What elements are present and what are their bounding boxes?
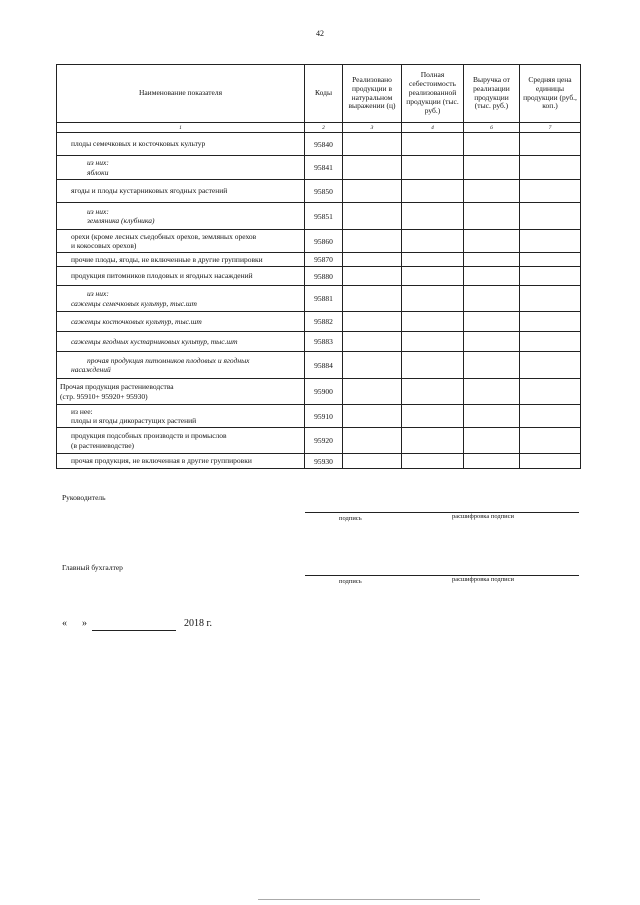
column-number: 7 — [520, 123, 581, 133]
row-code: 95930 — [305, 454, 343, 469]
data-cell[interactable] — [520, 332, 581, 352]
head-decoding-caption: расшифровка подписи — [452, 513, 515, 520]
data-cell[interactable] — [520, 379, 581, 405]
data-cell[interactable] — [464, 352, 520, 379]
data-cell[interactable] — [520, 267, 581, 286]
data-cell[interactable] — [343, 253, 402, 267]
data-cell[interactable] — [402, 156, 464, 180]
date-open-quote: « — [62, 618, 67, 629]
table-row — [57, 454, 581, 469]
data-cell[interactable] — [464, 405, 520, 428]
data-cell[interactable] — [402, 253, 464, 267]
row-name: из них: земляника (клубника) — [57, 203, 305, 230]
table-row — [57, 428, 581, 454]
row-name: прочая продукция, не включенная в другие группировки — [57, 454, 305, 469]
data-cell[interactable] — [402, 379, 464, 405]
data-cell[interactable] — [464, 312, 520, 332]
row-name: плоды семечковых и косточковых культур — [57, 133, 305, 156]
data-cell[interactable] — [343, 203, 402, 230]
row-code: 95840 — [305, 133, 343, 156]
data-cell[interactable] — [402, 428, 464, 454]
data-cell[interactable] — [402, 230, 464, 253]
date-blank-line[interactable] — [92, 630, 176, 631]
data-cell[interactable] — [520, 133, 581, 156]
row-code: 95900 — [305, 379, 343, 405]
row-code: 95870 — [305, 253, 343, 267]
row-code: 95884 — [305, 352, 343, 379]
column-number: 6 — [464, 123, 520, 133]
table-row — [57, 332, 581, 352]
accountant-label: Главный бухгалтер — [62, 563, 123, 572]
data-cell[interactable] — [343, 267, 402, 286]
column-number: 2 — [305, 123, 343, 133]
data-cell[interactable] — [402, 267, 464, 286]
data-cell[interactable] — [402, 312, 464, 332]
row-name: орехи (кроме лесных съедобных орехов, земляных орехов и кокосовых орехов) — [57, 230, 305, 253]
row-code: 95851 — [305, 203, 343, 230]
data-cell[interactable] — [520, 180, 581, 203]
header-revenue: Выручка от реализации продукции (тыс. руб.) — [464, 65, 520, 123]
data-cell[interactable] — [402, 133, 464, 156]
row-name: из нее: плоды и ягоды дикорастущих растений — [57, 405, 305, 428]
header-name: Наименование показателя — [57, 65, 305, 123]
table-row — [57, 312, 581, 332]
data-cell[interactable] — [343, 405, 402, 428]
data-cell[interactable] — [402, 454, 464, 469]
row-name: саженцы косточковых культур, тыс.шт — [57, 312, 305, 332]
data-cell[interactable] — [464, 180, 520, 203]
data-cell[interactable] — [343, 133, 402, 156]
scan-edge-line — [258, 899, 480, 900]
row-name: прочая продукция питомников плодовых и ягодных насаждений — [57, 352, 305, 379]
row-name: саженцы ягодных кустарниковых культур, тыс.шт — [57, 332, 305, 352]
data-cell[interactable] — [343, 454, 402, 469]
data-cell[interactable] — [464, 253, 520, 267]
data-cell[interactable] — [402, 332, 464, 352]
data-cell[interactable] — [520, 454, 581, 469]
column-numbers-row — [57, 123, 581, 133]
head-label: Руководитель — [62, 493, 106, 502]
data-cell[interactable] — [343, 312, 402, 332]
column-number: 4 — [402, 123, 464, 133]
row-name: продукция питомников плодовых и ягодных насаждений — [57, 267, 305, 286]
data-cell[interactable] — [520, 156, 581, 180]
row-code: 95881 — [305, 286, 343, 312]
row-name: ягоды и плоды кустарниковых ягодных растений — [57, 180, 305, 203]
report-table — [56, 64, 581, 469]
data-cell[interactable] — [402, 180, 464, 203]
data-cell[interactable] — [464, 230, 520, 253]
header-average-price: Средняя цена единицы продукции (руб., коп.) — [520, 65, 581, 123]
row-code: 95882 — [305, 312, 343, 332]
accountant-signature-caption: подпись — [339, 578, 362, 585]
data-cell[interactable] — [343, 230, 402, 253]
accountant-decoding-caption: расшифровка подписи — [452, 576, 515, 583]
head-signature-caption: подпись — [339, 515, 362, 522]
page-number: 42 — [316, 29, 324, 38]
header-natural-volume: Реализовано продукции в натуральном выражении (ц) — [343, 65, 402, 123]
data-cell[interactable] — [520, 428, 581, 454]
data-cell[interactable] — [464, 428, 520, 454]
data-cell[interactable] — [464, 267, 520, 286]
data-cell[interactable] — [343, 428, 402, 454]
header-full-cost: Полная себестоимость реализованной продукции (тыс. руб.) — [402, 65, 464, 123]
data-cell[interactable] — [520, 230, 581, 253]
data-cell[interactable] — [520, 352, 581, 379]
table-row — [57, 203, 581, 230]
header-codes: Коды — [305, 65, 343, 123]
row-name: прочие плоды, ягоды, не включенные в другие группировки — [57, 253, 305, 267]
table-row — [57, 286, 581, 312]
row-code: 95910 — [305, 405, 343, 428]
data-cell[interactable] — [464, 203, 520, 230]
row-code: 95883 — [305, 332, 343, 352]
data-cell[interactable] — [343, 332, 402, 352]
data-cell[interactable] — [520, 253, 581, 267]
accountant-signature-line[interactable] — [305, 575, 579, 576]
row-code: 95920 — [305, 428, 343, 454]
row-code: 95841 — [305, 156, 343, 180]
row-code: 95860 — [305, 230, 343, 253]
data-cell[interactable] — [464, 286, 520, 312]
data-cell[interactable] — [464, 156, 520, 180]
row-name: из них: яблоки — [57, 156, 305, 180]
table-row — [57, 180, 581, 203]
table-row — [57, 253, 581, 267]
data-cell[interactable] — [402, 405, 464, 428]
table-row — [57, 352, 581, 379]
row-code: 95880 — [305, 267, 343, 286]
table-row — [57, 379, 581, 405]
table-row — [57, 230, 581, 253]
date-year: 2018 г. — [184, 618, 212, 629]
data-cell[interactable] — [520, 203, 581, 230]
data-cell[interactable] — [464, 454, 520, 469]
row-code: 95850 — [305, 180, 343, 203]
data-cell[interactable] — [402, 203, 464, 230]
data-cell[interactable] — [464, 332, 520, 352]
row-name: из них: саженцы семечковых культур, тыс.шт — [57, 286, 305, 312]
data-cell[interactable] — [402, 352, 464, 379]
data-cell[interactable] — [343, 379, 402, 405]
data-cell[interactable] — [343, 180, 402, 203]
table-row — [57, 133, 581, 156]
column-number: 3 — [343, 123, 402, 133]
data-cell[interactable] — [343, 156, 402, 180]
data-cell[interactable] — [520, 405, 581, 428]
table-row — [57, 267, 581, 286]
table-row — [57, 156, 581, 180]
data-cell[interactable] — [464, 379, 520, 405]
data-cell[interactable] — [343, 352, 402, 379]
data-cell[interactable] — [402, 286, 464, 312]
data-cell[interactable] — [520, 312, 581, 332]
table-row — [57, 405, 581, 428]
column-number: 1 — [57, 123, 305, 133]
data-cell[interactable] — [343, 286, 402, 312]
data-cell[interactable] — [520, 286, 581, 312]
head-signature-line[interactable] — [305, 512, 579, 513]
date-close-quote: » — [82, 618, 87, 629]
row-name: продукция подсобных производств и промыслов (в растениеводстве) — [57, 428, 305, 454]
row-name: Прочая продукция растениеводства (стр. 95910+ 95920+ 95930) — [57, 379, 305, 405]
table-header-row — [57, 65, 581, 123]
data-cell[interactable] — [464, 133, 520, 156]
